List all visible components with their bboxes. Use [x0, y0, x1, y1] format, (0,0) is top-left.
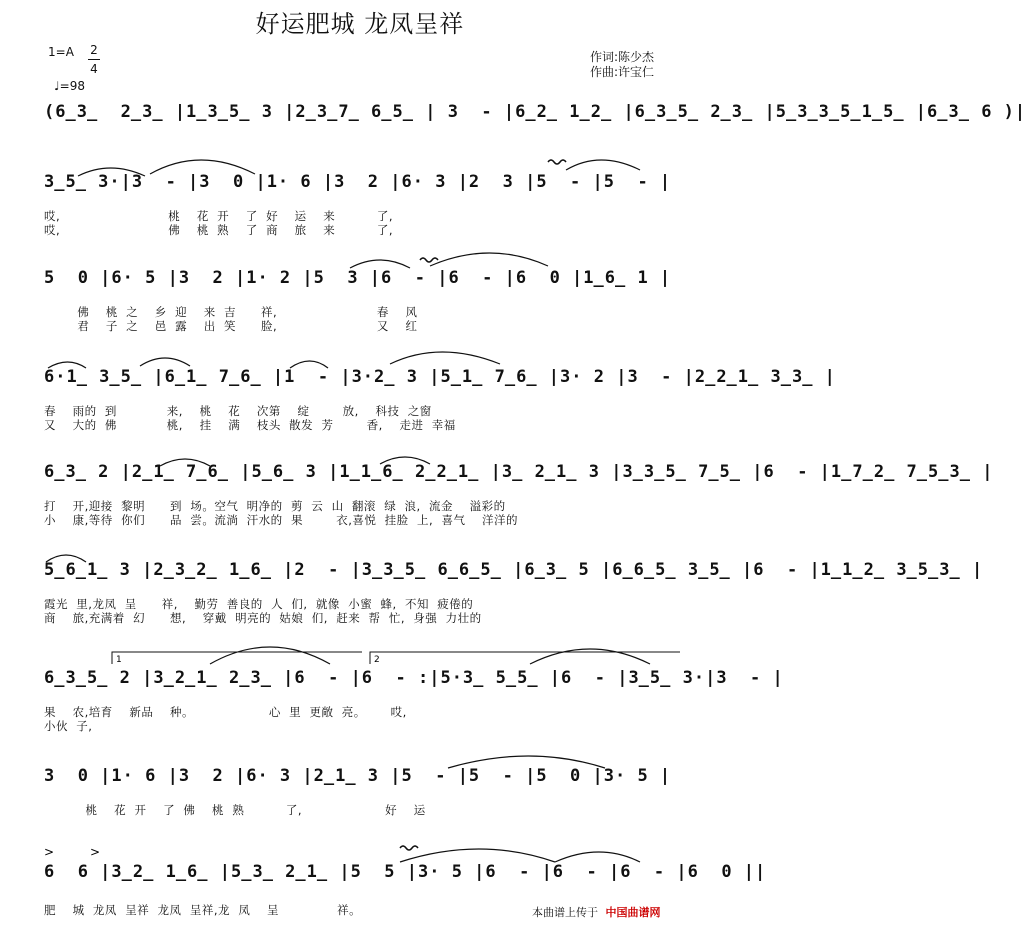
slur-mark: [555, 852, 640, 862]
notation-line: (6̲3̲ 2̲3̲ |1̲3̲5̲ 3 |2̲3̲7̲ 6̲5̲ | 3 - |6̲2̲ 1̲2̲ |6̲3̲5̲ 2̲3̲ |5̲3̲3̲5̲1̲5̲ |6̲3̲ 6 )|: [44, 102, 1026, 122]
slur-mark: [150, 160, 255, 174]
slur-mark: [448, 756, 605, 768]
footer-text: 本曲谱上传于: [532, 906, 598, 919]
trill-mark: [400, 846, 418, 850]
accent-mark: >: [90, 845, 101, 859]
notation-line: 3 0 |1· 6 |3 2 |6· 3 |2̲1̲ 3 |5 - |5 - |5 0 |3· 5 |: [44, 766, 672, 786]
site-logo[interactable]: 中国曲谱网: [605, 906, 661, 919]
time-bottom: 4: [90, 62, 98, 76]
slur-mark: [210, 647, 330, 664]
slur-mark: [46, 555, 86, 562]
slur-mark: [290, 361, 328, 368]
notation-line: 6̲3̲5̲ 2 |3̲2̲1̲ 2̲3̲ |6 - |6 - :|5·3̲ 5̲5̲ |6 - |3̲5̲ 3·|3 - |: [44, 668, 784, 688]
volta-1-number: 1: [116, 655, 122, 665]
key-signature: 1=A: [48, 45, 74, 59]
notation-line: 6̲3̲ 2 |2̲1̲ 7̲6̲ |5̲6̲ 3 |1̲1̲6̲ 2̲2̲1̲ |3̲ 2̲1̲ 3 |3̲3̲5̲ 7̲5̲ |6 - |1̲7̲2̲ 7̲5̲3̲ |: [44, 462, 994, 482]
slur-mark: [390, 352, 500, 364]
time-top: 2: [90, 43, 98, 57]
tempo-mark: ♩=98: [54, 79, 85, 93]
lyric-verse-1: 霞光 里,龙凤 呈 祥, 勤劳 善良的 人 们, 就像 小蜜 蜂, 不知 疲倦的: [44, 597, 474, 611]
lyric-verse-1: 打 开,迎接 黎明 到 场。空气 明净的 剪 云 山 翻滚 绿 浪, 流金 溢彩的: [44, 499, 506, 513]
slur-mark: [160, 459, 210, 466]
volta-2-bracket: [370, 652, 680, 664]
trill-mark: [548, 160, 566, 164]
accent-mark: >: [44, 845, 55, 859]
lyric-verse-2: 商 旅,充满着 幻 想, 穿戴 明亮的 姑娘 们, 赶来 帮 忙, 身强 力壮的: [44, 611, 482, 625]
trill-mark: [420, 258, 438, 262]
notation-line: 6 6 |3̲2̲ 1̲6̲ |5̲3̲ 2̲1̲ |5 5 |3· 5 |6 - |6 - |6 - |6 0 ||: [44, 862, 767, 882]
volta-1-bracket: [112, 652, 362, 664]
notation-line: 5̲6̲1̲ 3 |2̲3̲2̲ 1̲6̲ |2 - |3̲3̲5̲ 6̲6̲5̲ |6̲3̲ 5 |6̲6̲5̲ 3̲5̲ |6 - |1̲1̲2̲ 3̲5̲3̲ |: [44, 560, 984, 580]
slur-mark: [530, 649, 650, 664]
lyric-verse-2: 君 子 之 邑 露 出 笑 脸, 又 红: [44, 319, 418, 333]
notation-line: 3̲5̲ 3·|3 - |3 0 |1· 6 |3 2 |6· 3 |2 3 |5 - |5 - |: [44, 172, 672, 192]
slur-mark: [140, 358, 190, 366]
volta-2-number: 2: [374, 655, 380, 665]
lyric-verse-1: 桃 花 开 了 佛 桃 熟 了, 好 运: [44, 803, 426, 817]
slur-mark: [380, 457, 430, 464]
lyric-verse-1: 春 雨的 到 来, 桃 花 次第 绽 放, 科技 之窗: [44, 404, 432, 418]
lyric-verse-2: 又 大的 佛 桃, 挂 满 枝头 散发 芳 香, 走进 幸福: [44, 418, 456, 432]
lyricist: 作词:陈少杰: [590, 50, 655, 64]
lyric-verse-1: 果 农,培育 新品 种。 心 里 更敞 亮。 哎,: [44, 705, 407, 719]
lyric-verse-1: 佛 桃 之 乡 迎 来 吉 祥, 春 风: [44, 305, 418, 319]
slur-mark: [350, 260, 410, 268]
lyric-verse-1: 哎, 桃 花 开 了 好 运 来 了,: [44, 209, 394, 223]
lyric-verse-2: 小伙 子,: [44, 719, 93, 733]
upload-footer: [532, 904, 661, 920]
lyric-verse-2: 哎, 佛 桃 熟 了 商 旅 来 了,: [44, 223, 394, 237]
slur-mark: [566, 160, 640, 170]
composer: 作曲:许宝仁: [590, 65, 655, 79]
slur-mark: [48, 362, 86, 368]
lyric-verse-2: 小 康,等待 你们 品 尝。流淌 汗水的 果 衣,喜悦 挂脸 上, 喜气 洋洋的: [44, 513, 519, 527]
slur-mark: [78, 168, 145, 176]
notation-line: 5 0 |6· 5 |3 2 |1· 2 |5 3 |6 - |6 - |6 0 |1̲6̲ 1 |: [44, 268, 672, 288]
notation-line: 6·1̲ 3̲5̲ |6̲1̲ 7̲6̲ |1 - |3·2̲ 3 |5̲1̲ 7̲6̲ |3· 2 |3 - |2̲2̲1̲ 3̲3̲ |: [44, 367, 836, 387]
lyric-verse-1: 肥 城 龙凤 呈祥 龙凤 呈祥,龙 凤 呈 祥。: [44, 903, 362, 917]
song-title: 好运肥城 龙凤呈祥: [255, 10, 465, 38]
slur-mark: [430, 253, 548, 266]
slur-mark: [400, 849, 555, 862]
